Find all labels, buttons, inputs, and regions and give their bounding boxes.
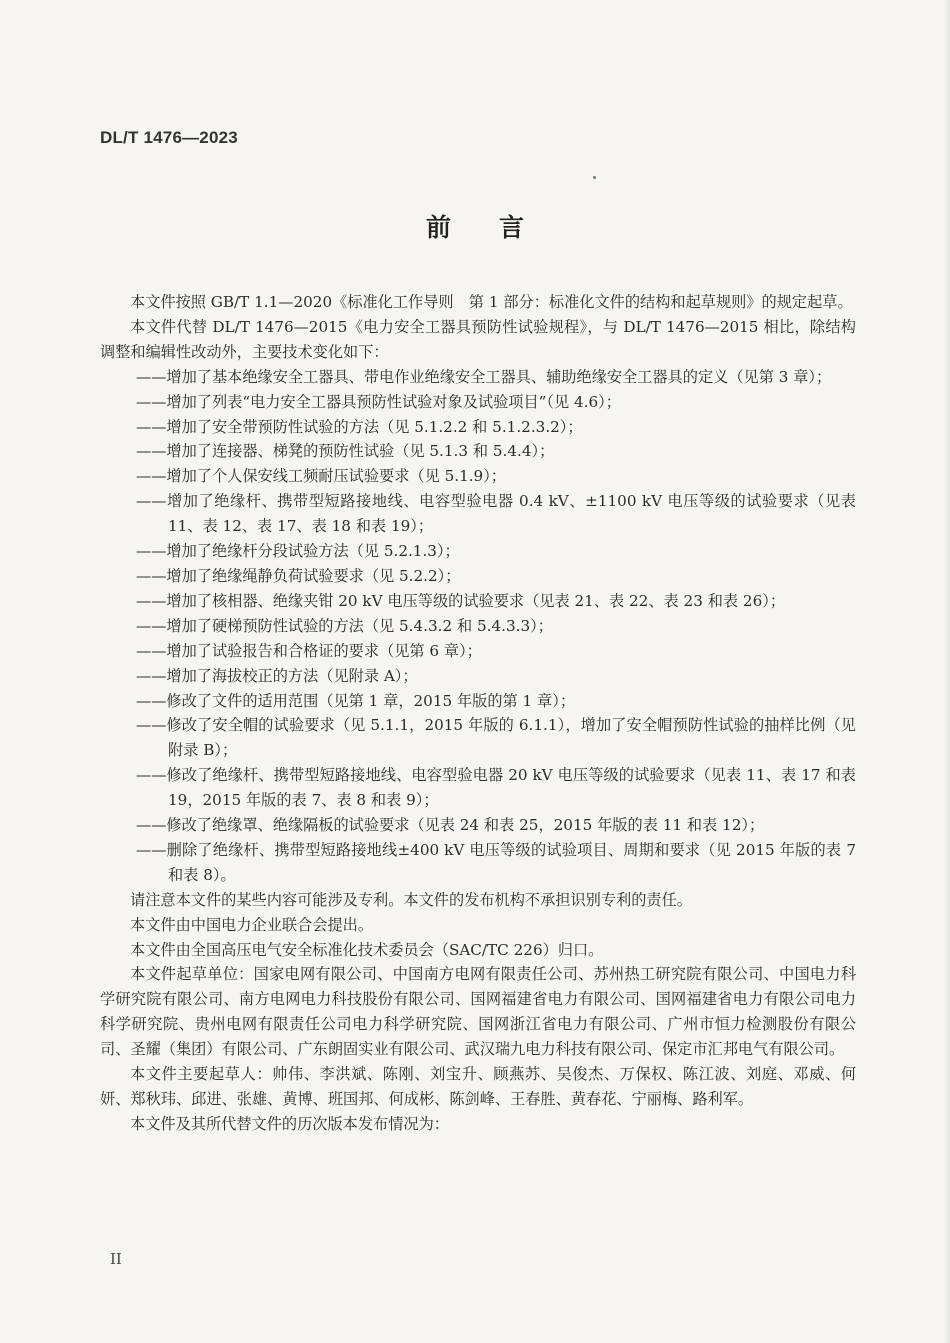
change-item: ——修改了文件的适用范围（见第 1 章，2015 年版的第 1 章）； [136, 691, 576, 710]
document-code: DL/T 1476—2023 [100, 128, 238, 147]
change-item: ——修改了绝缘杆、携带型短路接地线、电容型验电器 20 kV 电压等级的试验要求（见表 11、表 17 和表 19，2015 年版的表 7、表 8 和表 9）； [136, 766, 856, 810]
change-item: ——增加了连接器、梯凳的预防性试验（见 5.1.3 和 5.4.4）； [136, 442, 555, 461]
patent-notice: 请注意本文件的某些内容可能涉及专利。本文件的发布机构不承担识别专利的责任。 [130, 890, 692, 909]
page-title: 前言 [425, 213, 572, 242]
change-item: ——增加了硬梯预防性试验的方法（见 5.4.3.2 和 5.4.3.3）； [136, 616, 553, 635]
change-item: ——修改了安全帽的试验要求（见 5.1.1，2015 年版的 6.1.1），增加了安全帽预防性试验的抽样比例（见附录 B）； [136, 716, 856, 760]
change-item: ——增加了绝缘杆、携带型短路接地线、电容型验电器 0.4 kV、±1100 kV 电压等级的试验要求（见表 11、表 12、表 17、表 18 和表 19）； [136, 492, 856, 536]
scan-edge-shadow [944, 0, 950, 1343]
change-item: ——增加了安全带预防性试验的方法（见 5.1.2.2 和 5.1.2.3.2）； [136, 417, 583, 436]
drafters-paragraph: 本文件主要起草人：帅伟、李洪斌、陈刚、刘宝升、顾燕苏、吴俊杰、万保权、陈江波、刘庭、邓威、何妍、郑秋玮、邱进、张雄、黄博、班国邦、何成彬、陈剑峰、王春胜、黄春花、宁丽梅、路利军。 [100, 1065, 856, 1108]
intro-paragraph: 本文件代替 DL/T 1476—2015《电力安全工器具预防性试验规程》，与 DL/T 1476—2015 相比，除结构调整和编辑性改动外，主要技术变化如下： [100, 317, 856, 361]
change-item: ——增加了核相器、绝缘夹钳 20 kV 电压等级的试验要求（见表 21、表 22、表 23 和表 26）； [136, 591, 786, 610]
drafting-units-paragraph: 本文件起草单位：国家电网有限公司、中国南方电网有限责任公司、苏州热工研究院有限公司、中国电力科学研究院有限公司、南方电网电力科技股份有限公司、国网福建省电力有限公司、国网福建省电力有限公司电力科学研究院、贵州电网有限责任公司电力科学研究院、国网浙江省电力有限公司、广州市恒力检测股份有限公司、圣耀（集团）有限公司、广东朗固实业有限公司、武汉瑞九电力科技有限公司、保定市汇邦电气有限公司。 [100, 965, 856, 1059]
foreword-body [100, 290, 856, 1137]
change-item: ——增加了试验报告和合格证的要求（见第 6 章）； [136, 641, 482, 660]
change-item: ——增加了列表“电力安全工器具预防性试验对象及试验项目”（见 4.6）； [136, 392, 621, 411]
version-history-intro: 本文件及其所代替文件的历次版本发布情况为： [130, 1114, 449, 1133]
committee-paragraph: 本文件由全国高压电气安全标准化技术委员会（SAC/TC 226）归口。 [130, 940, 604, 959]
scan-speck [593, 176, 596, 179]
proposer-paragraph: 本文件由中国电力企业联合会提出。 [130, 915, 373, 934]
change-item: ——增加了绝缘杆分段试验方法（见 5.2.1.3）； [136, 542, 460, 561]
page-number: II [110, 1250, 122, 1268]
change-item: ——删除了绝缘杆、携带型短路接地线±400 kV 电压等级的试验项目、周期和要求（见 2015 年版的表 7 和表 8）。 [136, 840, 856, 884]
change-item: ——修改了绝缘罩、绝缘隔板的试验要求（见表 24 和表 25，2015 年版的表 11 和表 12）； [136, 816, 765, 835]
change-item: ——增加了个人保安线工频耐压试验要求（见 5.1.9）； [136, 467, 506, 486]
change-item: ——增加了基本绝缘安全工器具、带电作业绝缘安全工器具、辅助绝缘安全工器具的定义（见第 3 章）； [136, 367, 832, 386]
change-item: ——增加了海拔校正的方法（见附录 A）； [136, 666, 418, 685]
intro-paragraph: 本文件按照 GB/T 1.1—2020《标准化工作导则 第 1 部分：标准化文件的结构和起草规则》的规定起草。 [130, 293, 853, 311]
change-item: ——增加了绝缘绳静负荷试验要求（见 5.2.2）； [136, 566, 461, 585]
